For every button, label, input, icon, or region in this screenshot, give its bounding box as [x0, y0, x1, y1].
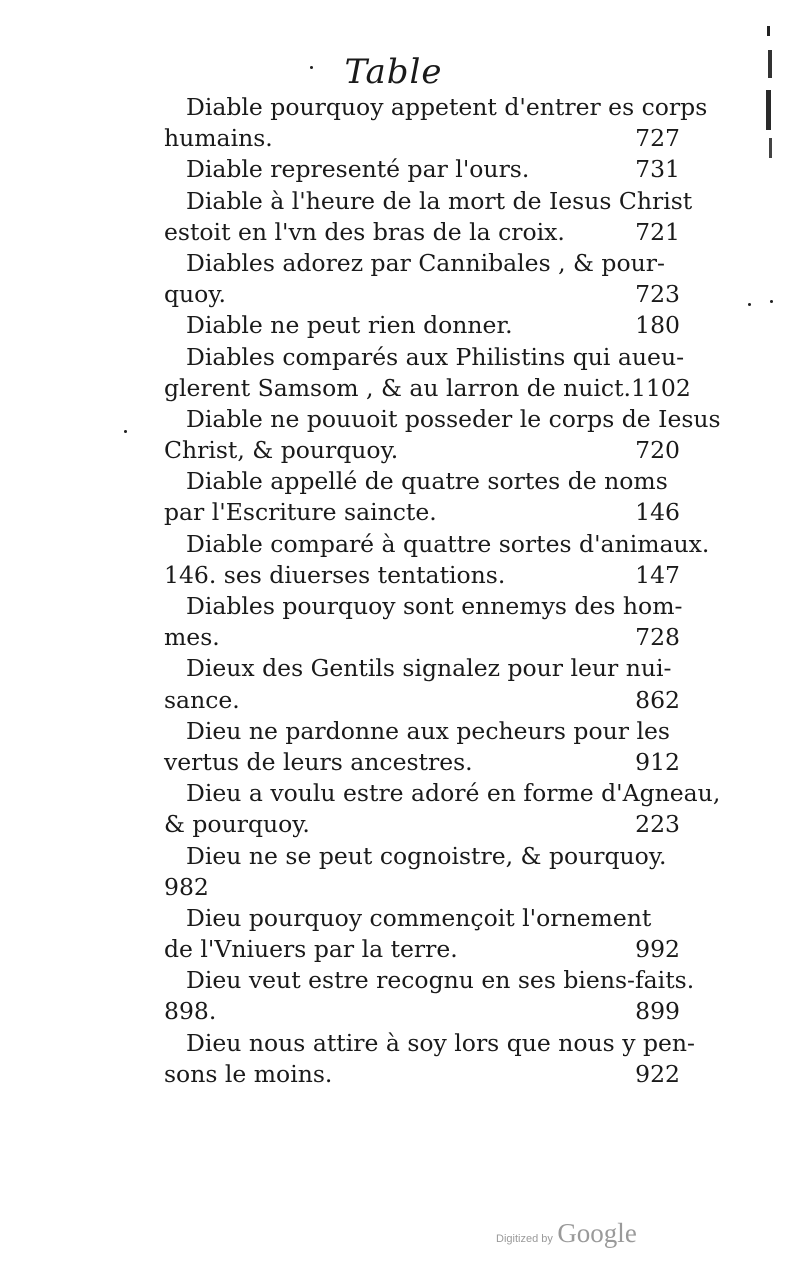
index-line-text: Dieu ne se peut cognoistre, & pourquoy.	[186, 841, 667, 870]
index-line-text: estoit en l'vn des bras de la croix.	[164, 217, 565, 246]
page-number: 146	[635, 498, 680, 527]
index-line	[164, 747, 680, 778]
page-edge-shadow	[763, 20, 777, 170]
index-line	[164, 965, 695, 996]
index-line-text: & pourquoy.	[164, 810, 310, 839]
index-line-text: Diables adorez par Cannibales , & pour-	[186, 248, 665, 277]
index-line-text: quoy.	[164, 280, 226, 309]
page-number: 912	[635, 747, 680, 776]
page-number: 723	[635, 280, 680, 309]
index-line	[164, 466, 680, 497]
index-line	[164, 716, 680, 747]
index-line-text: mes.	[164, 623, 220, 652]
index-line-text: Dieu ne pardonne aux pecheurs pour les	[186, 716, 670, 745]
index-line	[164, 996, 680, 1027]
page-number: 223	[635, 810, 680, 839]
index-line	[164, 248, 680, 279]
index-line-text: Diable ne peut rien donner.	[186, 311, 513, 340]
index-line-text: 146. ses diuerses tentations.	[164, 560, 506, 589]
index-line	[164, 1028, 695, 1059]
index-line	[164, 529, 710, 560]
index-line-text: Diable comparé à quattre sortes d'animaux.	[186, 529, 710, 558]
index-line-text: sons le moins.	[164, 1059, 333, 1088]
index-line-text: Dieu a voulu estre adoré en forme d'Agneau,	[186, 779, 721, 808]
index-line-text: Diable ne pouuoit posseder le corps de Iesus	[186, 404, 721, 433]
page-number: 720	[635, 436, 680, 465]
index-line-text: Dieu veut estre recognu en ses biens-faits.	[186, 966, 695, 995]
index-line-text: Dieu nous attire à soy lors que nous y pen-	[186, 1028, 695, 1057]
index-line	[164, 622, 680, 653]
index-line	[164, 903, 680, 934]
index-line-text: humains.	[164, 124, 273, 153]
index-line-text: de l'Vniuers par la terre.	[164, 935, 458, 964]
digitized-label: Digitized by	[496, 1233, 553, 1245]
page-number: 992	[635, 935, 680, 964]
page-number: 180	[635, 311, 680, 340]
page-number: 728	[635, 623, 680, 652]
index-line	[164, 872, 680, 903]
index-line	[164, 186, 693, 217]
index-line-text: Diable à l'heure de la mort de Iesus Christ	[186, 186, 693, 215]
index-line	[164, 591, 683, 622]
index-line-text: Diables pourquoy sont ennemys des hom-	[186, 592, 683, 620]
speck-mark	[124, 430, 127, 433]
page-number: 899	[635, 997, 680, 1026]
page-number: 727	[635, 124, 680, 153]
index-line	[164, 310, 680, 341]
index-line	[164, 404, 721, 435]
page-number: 922	[635, 1059, 680, 1088]
speck-mark	[748, 303, 751, 306]
index-line-text: Diable pourquoy appetent d'entrer es corps	[186, 93, 708, 121]
google-logo: Google	[557, 1218, 637, 1248]
index-line-text: sance.	[164, 685, 240, 714]
index-line	[164, 653, 680, 684]
index-line	[164, 497, 680, 528]
page-number: 731	[635, 155, 680, 184]
page-number: 1102	[630, 373, 691, 402]
index-line	[164, 154, 680, 185]
index-line-text: par l'Escriture saincte.	[164, 498, 437, 527]
index-line	[164, 435, 680, 466]
page-number: 862	[635, 685, 680, 714]
page-number: 721	[635, 217, 680, 246]
index-line-text: 982	[164, 872, 209, 901]
index-line	[164, 1059, 680, 1090]
index-line	[164, 123, 680, 154]
index-line	[164, 685, 680, 716]
index-line	[164, 560, 680, 591]
index-line	[164, 342, 685, 373]
index-line-text: Diable appellé de quatre sortes de noms	[186, 467, 668, 496]
page-title: Table	[344, 52, 443, 92]
index-line	[164, 778, 721, 809]
speck-mark	[770, 300, 773, 303]
index-line-text: Christ, & pourquoy.	[164, 436, 399, 465]
index-line-text: Dieu pourquoy commençoit l'ornement	[186, 903, 652, 932]
index-line	[164, 809, 680, 840]
speck-mark	[310, 66, 313, 69]
digitized-watermark	[496, 1218, 637, 1249]
index-line	[164, 373, 691, 404]
index-line-text: 898.	[164, 997, 217, 1026]
index-line-text: Dieux des Gentils signalez pour leur nui-	[186, 654, 672, 683]
index-entries	[164, 92, 721, 1090]
index-line	[164, 841, 680, 872]
index-line-text: Diables comparés aux Philistins qui aueu-	[186, 342, 685, 371]
index-line-text: glerent Samsom , & au larron de nuict.	[164, 373, 631, 402]
index-line-text: Diable representé par l'ours.	[186, 155, 530, 184]
index-line	[164, 217, 680, 248]
index-line	[164, 279, 680, 310]
index-line	[164, 92, 708, 123]
index-line-text: vertus de leurs ancestres.	[164, 747, 473, 776]
index-line	[164, 934, 680, 965]
page-number: 147	[635, 560, 680, 589]
